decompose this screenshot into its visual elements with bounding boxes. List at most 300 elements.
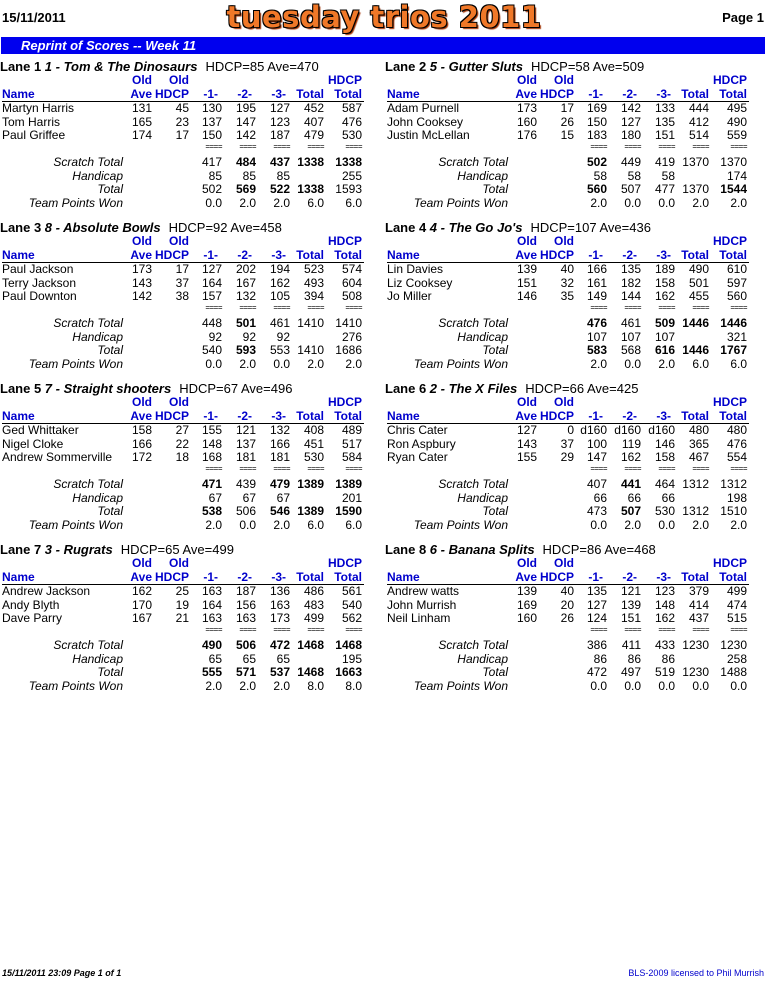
game3-header: -3- [656,409,671,423]
old-hdcp-header: Old [169,395,189,409]
team-points-label: Team Points Won [413,678,508,693]
player-game3: 162 [654,611,675,625]
handicap-total-g1: 92 [208,329,222,344]
player-handicap: 25 [175,584,189,598]
player-game2: 119 [621,436,641,451]
scratch-total-label: Scratch Total [53,477,123,491]
scratch-total-g3: 509 [654,316,675,330]
grand-total-g1: 472 [586,665,607,679]
player-handicap: 20 [560,597,574,612]
grand-total-htotal: 1544 [720,182,747,196]
game1-header: -1- [588,409,603,423]
handicap-total-label: Handicap [457,490,508,505]
grand-total-label: Total [97,343,123,357]
player-total: 455 [688,289,709,303]
handicap-total-g3: 67 [276,490,290,505]
scratch-total-g2: 439 [235,477,256,491]
old-hdcp-header: Old [169,556,189,570]
player-hdcp-total: 530 [341,128,362,142]
game3-header: -3- [271,87,286,101]
player-game3: 105 [269,289,290,303]
lane-block [385,220,765,380]
team-name: 6 - Banana Splits [429,542,535,557]
team-points-total: 6.0 [307,517,324,532]
grand-total-total: 1370 [682,182,709,196]
separator-rule: ==== [307,464,324,473]
team-points-total: 6.0 [307,195,324,210]
player-total: 365 [688,436,709,451]
old-hdcp-header: Old [554,234,574,248]
player-game1: 150 [586,114,607,129]
old-ave-header: Old [132,73,152,87]
grand-total-htotal: 1593 [335,182,362,196]
separator-rule: ==== [239,303,256,312]
team-handicap-info: HDCP=65 Ave=499 [120,542,234,557]
grand-total-g3: 477 [654,182,675,196]
ave-header: Ave [515,87,537,101]
player-game2: 147 [235,114,256,129]
player-total: 444 [688,101,709,115]
grand-total-g2: 569 [235,182,256,196]
grand-total-g3: 530 [654,504,675,518]
scratch-total-htotal: 1370 [720,155,747,169]
player-total: 479 [303,128,324,142]
team-points-total: 6.0 [692,356,709,371]
player-name: Tom Harris [2,114,61,129]
player-handicap: 40 [560,262,574,276]
handicap-total-label: Handicap [72,490,123,505]
player-average: 173 [131,262,152,276]
report-date: 15/11/2011 [2,10,66,25]
player-name: Lin Davies [387,262,444,276]
hdcp-total-header: HDCP [327,73,362,87]
scratch-total-g1: 448 [201,316,222,330]
separator-rule: ==== [624,142,641,151]
team-points-total: 2.0 [307,356,324,371]
player-handicap: 29 [560,450,574,464]
separator-rule: ==== [658,464,675,473]
separator-rule: ==== [692,142,709,151]
player-game3: 127 [269,101,290,115]
lane-number: Lane 6 [385,381,430,396]
grand-total-g3: 519 [654,665,675,679]
player-name: Adam Purnell [387,101,460,115]
game1-header: -1- [588,248,603,262]
handicap-total-g2: 92 [242,329,256,344]
lane-header [385,220,651,235]
scratch-total-label: Scratch Total [438,638,508,652]
hdcp-header: HDCP [154,248,189,262]
team-name: 3 - Rugrats [44,542,113,557]
lane-header [0,542,234,557]
player-hdcp-total: 584 [341,450,362,464]
team-points-g2: 2.0 [624,517,641,532]
grand-total-g1: 540 [201,343,222,357]
grand-total-total: 1446 [682,343,709,357]
grand-total-total: 1338 [297,182,324,196]
scratch-total-g3: 472 [269,638,290,652]
player-hdcp-total: 587 [341,101,362,115]
separator-rule: ==== [624,625,641,634]
handicap-total-g1: 86 [593,651,607,666]
player-total: 407 [303,114,324,129]
player-game2: 181 [235,450,256,464]
player-name: Andrew Sommerville [2,450,113,464]
hdcp-total-header: Total [334,570,362,584]
lane-number: Lane 3 [0,220,45,235]
player-total: 412 [688,114,709,129]
separator-rule: ==== [307,625,324,634]
scratch-total-total: 1410 [297,316,324,330]
player-handicap: 21 [175,611,189,625]
handicap-total-htotal: 276 [341,329,362,344]
handicap-total-g3: 86 [661,651,675,666]
handicap-total-g2: 85 [242,168,256,183]
player-game1: 149 [586,289,607,303]
separator-rule: ==== [239,142,256,151]
scratch-total-total: 1468 [297,638,324,652]
grand-total-total: 1389 [297,504,324,518]
scratch-total-label: Scratch Total [53,155,123,169]
player-total: 514 [688,128,709,142]
scratch-total-htotal: 1389 [335,477,362,491]
player-handicap: 22 [175,436,189,451]
player-name: Andy Blyth [2,597,60,612]
player-game3: 148 [654,597,675,612]
game2-header: -2- [622,87,637,101]
player-average: 127 [516,423,537,437]
lane-header [0,59,319,74]
team-points-g1: 0.0 [590,678,607,693]
player-hdcp-total: 489 [341,423,362,437]
separator-rule: ==== [692,303,709,312]
player-game3: 158 [654,275,675,290]
grand-total-g1: 502 [201,182,222,196]
game3-header: -3- [271,409,286,423]
player-game3: 173 [269,611,290,625]
team-points-htotal: 6.0 [345,195,362,210]
separator-rule: ==== [624,303,641,312]
scratch-total-g1: 476 [586,316,607,330]
player-name: Paul Griffee [2,128,66,142]
total-header: Total [296,87,324,101]
grand-total-htotal: 1663 [335,665,362,679]
grand-total-label: Total [482,665,508,679]
player-handicap: 18 [175,450,189,464]
scratch-total-total: 1312 [682,477,709,491]
scratch-total-g2: 441 [620,477,641,491]
scratch-total-g2: 461 [620,316,641,330]
player-name: Chris Cater [387,423,448,437]
player-average: 155 [516,450,537,464]
handicap-total-g3: 66 [661,490,675,505]
grand-total-g2: 593 [235,343,256,357]
player-game3: 133 [654,101,675,115]
scratch-total-g1: 407 [586,477,607,491]
old-hdcp-header: Old [169,73,189,87]
game2-header: -2- [622,248,637,262]
player-handicap: 37 [175,275,189,290]
separator-rule: ==== [730,303,747,312]
game1-header: -1- [203,570,218,584]
separator-rule: ==== [205,142,222,151]
grand-total-label: Total [482,343,508,357]
game2-header: -2- [237,87,252,101]
player-average: 162 [131,584,152,598]
total-header: Total [681,570,709,584]
player-total: 490 [688,262,709,276]
ave-header: Ave [130,248,152,262]
grand-total-htotal: 1767 [720,343,747,357]
player-hdcp-total: 574 [341,262,362,276]
handicap-total-htotal: 258 [726,651,747,666]
player-handicap: 17 [175,128,189,142]
separator-rule: ==== [624,464,641,473]
lane-header [385,59,644,74]
player-game2: 195 [235,101,256,115]
handicap-total-g1: 58 [593,168,607,183]
scratch-total-htotal: 1338 [335,155,362,169]
team-handicap-info: HDCP=86 Ave=468 [542,542,656,557]
total-header: Total [296,570,324,584]
separator-rule: ==== [590,142,607,151]
team-points-g2: 0.0 [624,678,641,693]
player-game1: 164 [201,597,222,612]
ave-header: Ave [515,409,537,423]
player-total: 437 [688,611,709,625]
handicap-total-g1: 107 [586,329,607,344]
player-name: Andrew Jackson [2,584,91,598]
grand-total-g1: 538 [201,504,222,518]
handicap-total-htotal: 195 [341,651,362,666]
grand-total-htotal: 1488 [720,665,747,679]
player-game3: 166 [269,436,290,451]
handicap-total-g3: 92 [276,329,290,344]
team-points-g3: 0.0 [658,678,675,693]
hdcp-total-header: HDCP [327,234,362,248]
player-game2: 187 [235,584,256,598]
name-header: Name [2,87,35,101]
player-game3: 123 [654,584,675,598]
old-hdcp-header: Old [554,395,574,409]
team-points-label: Team Points Won [28,356,123,371]
grand-total-g2: 497 [620,665,641,679]
player-hdcp-total: 554 [726,450,747,464]
scratch-total-g1: 502 [586,155,607,169]
separator-rule: ==== [658,625,675,634]
grand-total-g2: 571 [235,665,256,679]
player-game1: 157 [201,289,222,303]
name-header: Name [387,409,420,423]
team-points-g3: 2.0 [273,678,290,693]
player-average: 173 [516,101,537,115]
player-total: 493 [303,275,324,290]
player-name: Ron Aspbury [387,436,456,451]
lane-header [385,542,656,557]
player-average: 143 [516,436,537,451]
player-hdcp-total: 490 [726,114,747,129]
player-game2: 163 [235,611,256,625]
game2-header: -2- [622,570,637,584]
player-handicap: 26 [560,611,574,625]
grand-total-label: Total [97,504,123,518]
separator-rule: ==== [658,142,675,151]
player-game2: 151 [620,611,641,625]
handicap-total-g2: 65 [242,651,256,666]
player-game1: 150 [201,128,222,142]
player-name: Terry Jackson [2,275,77,290]
hdcp-total-header: HDCP [712,395,747,409]
old-ave-header: Old [132,395,152,409]
player-handicap: 45 [175,101,189,115]
grand-total-g2: 568 [620,343,641,357]
name-header: Name [387,87,420,101]
player-game2: 142 [235,128,256,142]
team-name: 8 - Absolute Bowls [44,220,161,235]
grand-total-total: 1312 [682,504,709,518]
total-header: Total [296,409,324,423]
player-game2: 144 [620,289,641,303]
player-game1: 166 [586,262,607,276]
player-hdcp-total: 480 [726,423,747,437]
player-game1: 148 [201,436,222,451]
player-hdcp-total: 597 [726,275,747,290]
grand-total-g3: 522 [269,182,290,196]
grand-total-g1: 560 [586,182,607,196]
player-game2: 121 [235,423,256,437]
hdcp-total-header: HDCP [712,556,747,570]
scratch-total-g1: 490 [201,638,222,652]
grand-total-total: 1468 [297,665,324,679]
grand-total-g2: 506 [235,504,256,518]
old-hdcp-header: Old [169,234,189,248]
separator-rule: ==== [730,625,747,634]
player-total: 414 [688,597,709,612]
separator-rule: ==== [205,464,222,473]
grand-total-g3: 537 [269,665,290,679]
lane-block [385,59,765,219]
player-handicap: 23 [175,114,189,129]
team-points-g3: 0.0 [273,356,290,371]
hdcp-header: HDCP [539,570,574,584]
hdcp-total-header: Total [719,248,747,262]
team-handicap-info: HDCP=58 Ave=509 [530,59,645,74]
grand-total-total: 1410 [297,343,324,357]
player-game1: 155 [201,423,222,437]
lane-block [385,381,765,541]
player-average: 142 [131,289,152,303]
handicap-total-g1: 65 [208,651,222,666]
hdcp-header: HDCP [154,409,189,423]
player-game2: 139 [620,597,641,612]
team-points-g1: 2.0 [205,517,222,532]
player-hdcp-total: 560 [726,289,747,303]
name-header: Name [2,409,35,423]
hdcp-total-header: HDCP [327,395,362,409]
handicap-total-g1: 85 [208,168,222,183]
separator-rule: ==== [345,303,362,312]
player-game3: 136 [269,584,290,598]
grand-total-htotal: 1510 [720,504,747,518]
lane-number: Lane 4 [385,220,430,235]
team-points-total: 2.0 [692,517,709,532]
team-points-g2: 0.0 [239,517,256,532]
player-total: 530 [303,450,324,464]
player-game1: 137 [201,114,222,129]
player-handicap: 19 [175,597,189,612]
scratch-total-label: Scratch Total [438,316,508,330]
player-total: 452 [303,101,324,115]
player-game1: 130 [201,101,222,115]
hdcp-total-header: Total [334,409,362,423]
player-average: 172 [131,450,152,464]
scratch-total-g1: 417 [201,155,222,169]
old-ave-header: Old [132,556,152,570]
scratch-total-label: Scratch Total [53,638,123,652]
lane-block [0,542,380,702]
player-game3: 181 [269,450,290,464]
player-handicap: 37 [560,436,574,451]
player-game2: 127 [620,114,641,129]
handicap-total-label: Handicap [72,329,123,344]
player-game1: 168 [201,450,222,464]
separator-rule: ==== [692,464,709,473]
player-average: 160 [516,114,537,129]
scratch-total-label: Scratch Total [438,155,508,169]
team-points-label: Team Points Won [28,195,123,210]
grand-total-g1: 473 [586,504,607,518]
player-name: Andrew watts [387,584,460,598]
player-game3: 187 [269,128,290,142]
player-total: 467 [688,450,709,464]
player-game3: 123 [269,114,290,129]
scratch-total-g2: 484 [235,155,256,169]
team-handicap-info: HDCP=66 Ave=425 [525,381,639,396]
player-name: Justin McLellan [387,128,470,142]
player-hdcp-total: 517 [341,436,362,451]
handicap-total-htotal: 174 [726,168,747,183]
player-game2: d160 [614,423,641,437]
player-game2: 121 [620,584,641,598]
player-handicap: 32 [560,275,574,290]
player-name: Paul Jackson [2,262,74,276]
team-points-label: Team Points Won [413,356,508,371]
game3-header: -3- [656,248,671,262]
old-hdcp-header: Old [554,556,574,570]
game1-header: -1- [203,248,218,262]
scratch-total-g1: 471 [201,477,222,491]
player-hdcp-total: 610 [726,262,747,276]
scratch-total-g3: 419 [654,155,675,169]
player-name: John Cooksey [387,114,464,129]
player-game2: 202 [235,262,256,276]
total-header: Total [681,409,709,423]
page-number: Page 1 [722,10,764,25]
team-points-g1: 0.0 [205,356,222,371]
player-name: Jo Miller [387,289,432,303]
scratch-total-g3: 433 [654,638,675,652]
player-total: 451 [303,436,324,451]
name-header: Name [387,248,420,262]
player-game3: 158 [654,450,675,464]
player-name: John Murrish [387,597,457,612]
team-points-g2: 2.0 [239,678,256,693]
player-average: 139 [516,584,537,598]
team-points-g2: 0.0 [624,356,641,371]
player-total: 499 [303,611,324,625]
game2-header: -2- [237,409,252,423]
scratch-total-htotal: 1446 [720,316,747,330]
